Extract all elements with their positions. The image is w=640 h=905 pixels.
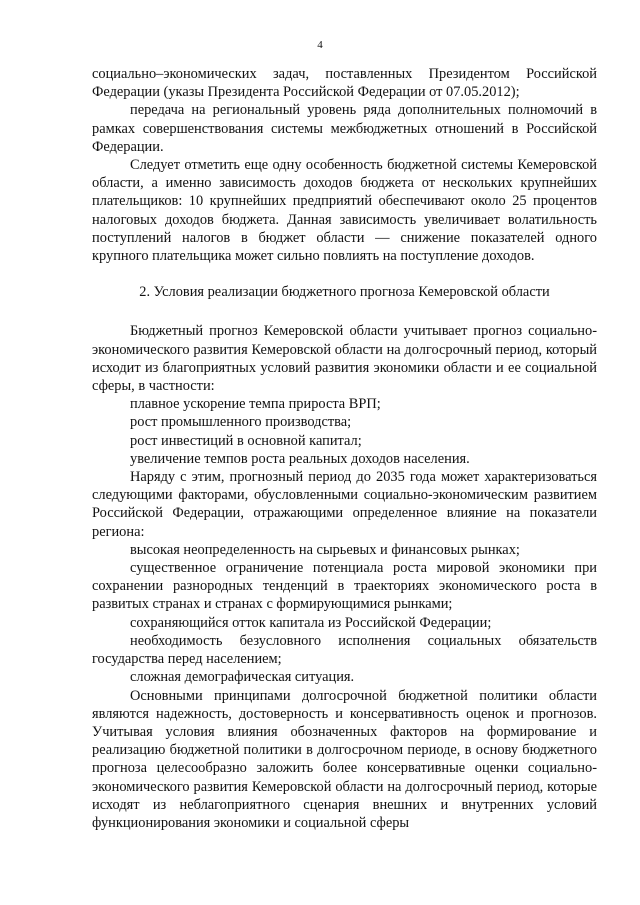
list-item: плавное ускорение темпа прироста ВРП; (130, 396, 381, 413)
list-item: увеличение темпов роста реальных доходов населения. (130, 450, 470, 467)
list-item: рост инвестиций в основной капитал; (130, 432, 362, 449)
list-item: высокая неопределенность на сырьевых и финансовых рынках; (130, 541, 520, 558)
list-item: сохраняющийся отток капитала из Российской Федерации; (130, 614, 492, 631)
paragraph: передача на региональный уровень ряда дополнительных полномочий в рамках совершенствования системы межбюджетных отношений в Российской Федерации. (92, 102, 597, 155)
page-number: 4 (317, 39, 323, 51)
paragraph: Основными принципами долгосрочной бюджетной политики области являются надежность, достоверность и консервативность оценок и прогнозов. Учитывая условия влияния обозначенных факторов на формирование и реализацию бюджетной политики в долгосрочном периоде, в основу бюджетного прогноза целесообразно заложить более консервативные оценки социально-экономического развития Кемеровской области на долгосрочный период, которые исходят из неблагоприятного сценария внешних и внутренних условий функционирования экономики и социальной сферы (92, 687, 597, 831)
list-item: сложная демографическая ситуация. (130, 669, 355, 686)
paragraph-continuation: социально–экономических задач, поставленных Президентом Российской Федерации (указы Президента Российской Федерации от 07.05.2012); (92, 66, 597, 101)
section-heading: 2. Условия реализации бюджетного прогноза Кемеровской области (139, 284, 550, 301)
list-item: существенное ограничение потенциала роста мировой экономики при сохранении разнородных тенденций в траекториях экономического роста в развитых странах и странах с формирующимися рынками; (92, 560, 597, 613)
paragraph: Бюджетный прогноз Кемеровской области учитывает прогноз социально-экономического развития Кемеровской области на долгосрочный период, который исходит из благоприятных условий развития экономики области и ее социальной сферы, в частности: (92, 323, 597, 395)
document-body (92, 65, 597, 832)
list-item: необходимость безусловного исполнения социальных обязательств государства перед населением; (92, 632, 597, 668)
paragraph: Наряду с этим, прогнозный период до 2035 года может характеризоваться следующими факторами, обусловленными социально-экономическим развитием Российской Федерации, отражающими определенное влияние на показатели региона: (92, 469, 597, 540)
list-item: рост промышленного производства; (130, 414, 352, 431)
paragraph: Следует отметить еще одну особенность бюджетной системы Кемеровской области, а именно зависимость доходов бюджета от нескольких крупнейших плательщиков: 10 крупнейших предприятий обеспечивают около 25 процентов налоговых доходов бюджета. Данная зависимость увеличивает волатильность поступлений налогов в бюджет области — снижение показателей одного крупного плательщика может сильно повлиять на поступление доходов. (92, 157, 597, 265)
